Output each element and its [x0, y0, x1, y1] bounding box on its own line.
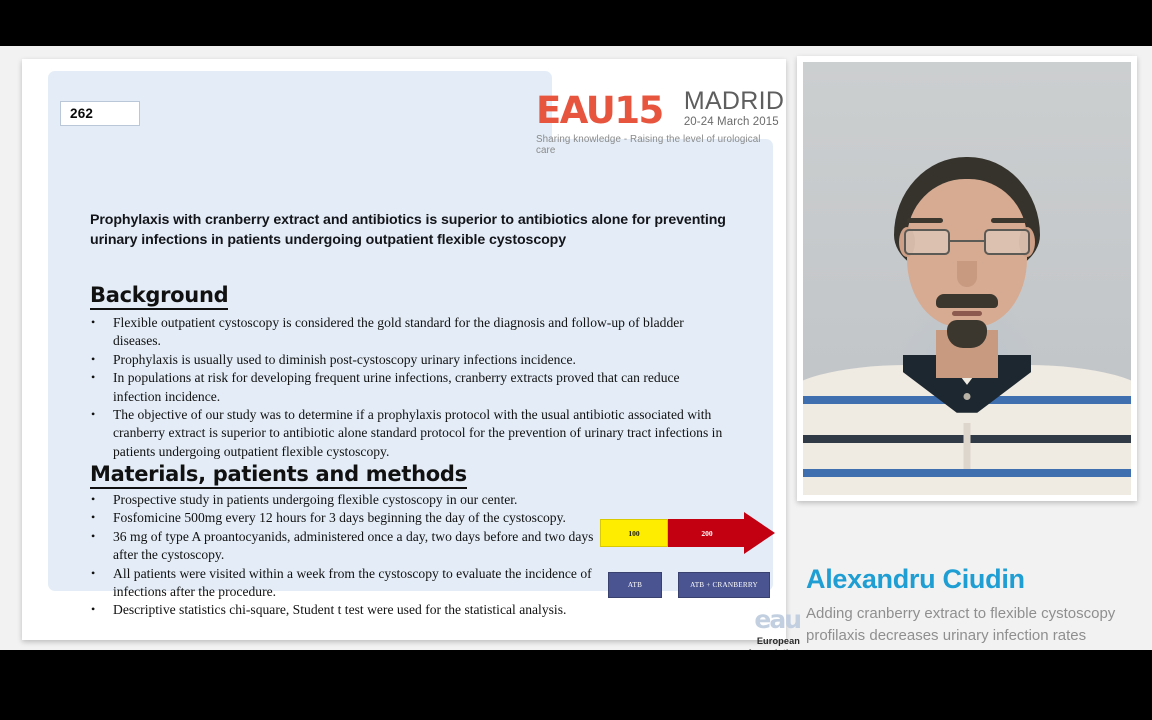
speaker-photo-frame	[797, 56, 1137, 501]
eau15-congress-logo	[536, 87, 785, 156]
photo-brow-right	[991, 218, 1027, 223]
photo-nose	[957, 261, 977, 287]
photo-brow-left	[907, 218, 943, 223]
abstract-number: 262	[70, 106, 94, 121]
speaker-photo	[803, 62, 1131, 495]
patient-allocation-arrow	[600, 514, 775, 552]
section-heading-background: Background	[90, 283, 228, 310]
list-item: • 36 mg of type A proantocyanids, administered once a day, two days before and two days after the cystoscopy.	[86, 528, 598, 565]
abstract-number-badge	[60, 101, 140, 126]
arrow-segment-yellow: 100	[600, 519, 668, 547]
photo-placket	[964, 423, 971, 469]
photo-lens-left	[904, 229, 950, 255]
list-item: • All patients were visited within a week from the cystoscopy to evaluate the incidence of infections after the procedure.	[86, 565, 598, 602]
slide-card[interactable]	[22, 59, 800, 646]
arrow-segment-red: 200	[668, 519, 746, 547]
photo-glasses	[904, 229, 1030, 255]
section-heading-methods: Materials, patients and methods	[90, 462, 467, 489]
group-box-atb: ATB	[608, 572, 662, 598]
list-item: • Flexible outpatient cystoscopy is considered the gold standard for the diagnosis and follow-up of bladder diseases.	[86, 314, 726, 351]
eau-line-1: European	[756, 636, 800, 646]
list-item: • Prophylaxis is usually used to diminish post-cystoscopy urinary infections incidence.	[86, 351, 726, 369]
speaker-name: Alexandru Ciudin	[806, 564, 1025, 594]
eau-wordmark-icon: eau	[754, 605, 800, 634]
letterbox-bottom	[0, 650, 1152, 720]
presentation-stage	[0, 46, 1152, 650]
list-item: • Descriptive statistics chi-square, Student t test were used for the statistical analysis.	[86, 601, 598, 619]
photo-lens-right	[984, 229, 1030, 255]
list-item: • The objective of our study was to determine if a prophylaxis protocol with the usual antibiotic associated with cranberry extract is superior to antibiotic alone standard protocol for the prevention of urinary tract infections in patients undergoing outpatient flexible cystoscopy.	[86, 406, 726, 461]
list-item: • In populations at risk for developing frequent urine infections, cranberry extracts proved that can reduce infection incidence.	[86, 369, 726, 406]
methods-bullet-list	[86, 491, 598, 620]
background-bullet-list	[86, 314, 726, 461]
photo-mustache	[936, 294, 998, 308]
group-box-atb-cranberry: ATB + CRANBERRY	[678, 572, 770, 598]
photo-goatee	[947, 320, 987, 348]
talk-title: Adding cranberry extract to flexible cystoscopy profilaxis decreases urinary infection rates	[806, 605, 1116, 644]
congress-tagline: Sharing knowledge - Raising the level of urological care	[536, 134, 761, 156]
photo-glasses-bridge	[950, 240, 984, 242]
photo-mouth	[952, 311, 982, 316]
eau15-wordmark: EAU15	[536, 88, 663, 132]
congress-city: MADRID	[683, 87, 785, 115]
congress-dates: 20-24 March 2015	[683, 116, 779, 128]
arrow-head-icon	[744, 512, 775, 554]
study-groups-diagram	[600, 514, 778, 604]
list-item: • Fosfomicine 500mg every 12 hours for 3 days beginning the day of the cystoscopy.	[86, 509, 598, 527]
photo-shirt-button	[964, 393, 971, 400]
slide-title: Prophylaxis with cranberry extract and antibiotics is superior to antibiotics alone for preventing urinary infections in patients undergoing outpatient flexible cystoscopy	[90, 212, 726, 248]
list-item: • Prospective study in patients undergoing flexible cystoscopy in our center.	[86, 491, 598, 509]
letterbox-top	[0, 0, 1152, 46]
